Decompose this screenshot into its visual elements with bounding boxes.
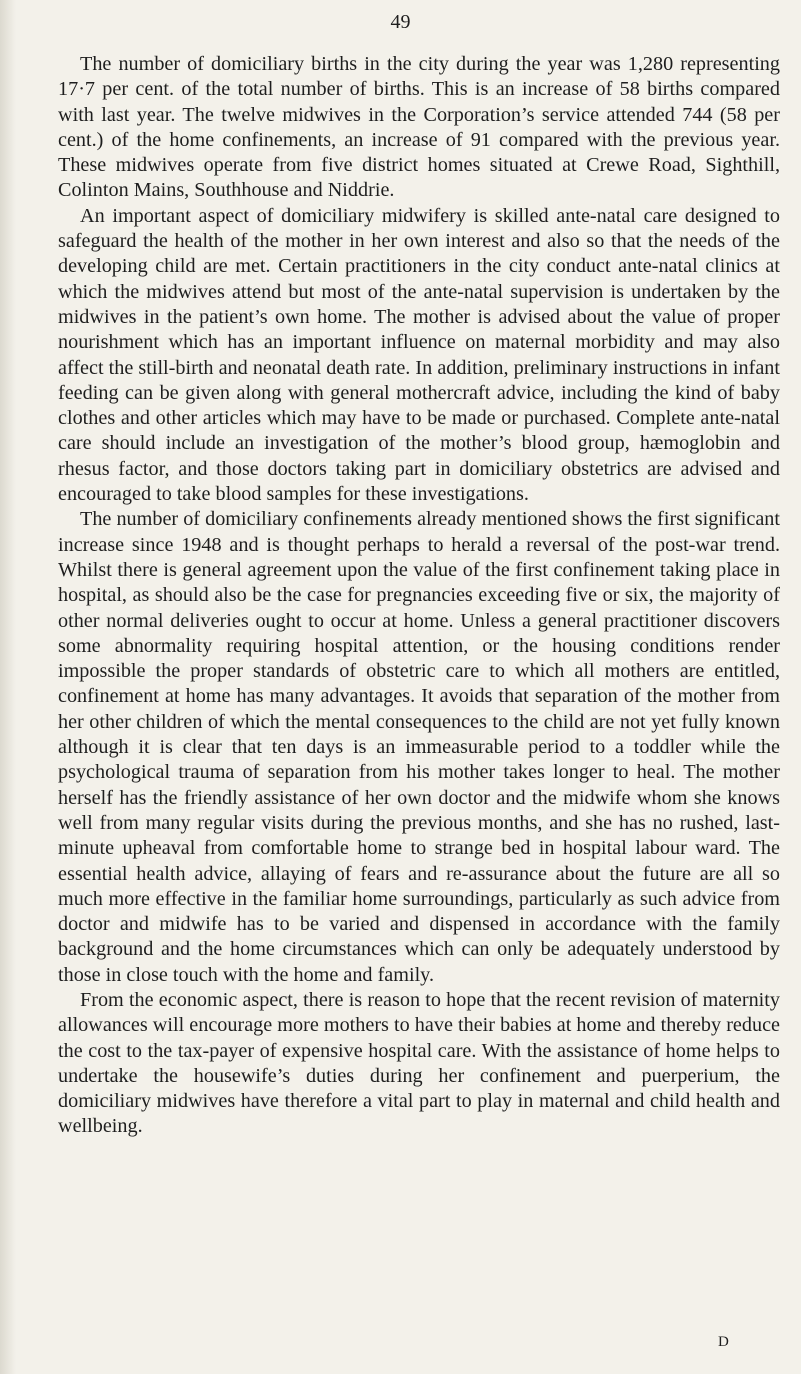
body-text — [58, 52, 780, 1140]
paragraph-domiciliary-births: The number of domiciliary births in the city during the year was 1,280 representing 17·7 per cent. of the total number of births. This is an increase of 58 births compared with last year. The twelve midwives in the Corporation’s service attended 744 (58 per cent.) of the home confinements, an increase of 91 compared with the previous year. These midwives operate from five district homes situated at Crewe Road, Sighthill, Colinton Mains, Southhouse and Niddrie. — [58, 53, 780, 202]
printer-signature-mark: D — [718, 1334, 730, 1350]
paragraph-economic-aspect: From the economic aspect, there is reason to hope that the recent revision of maternity allowances will encourage more mothers to have their babies at home and thereby reduce the cost to the tax-payer of expensive hospital care. With the assistance of home helps to undertake the housewife’s duties during her confinement and puerperium, the domiciliary midwives have therefore a vital part to play in maternal and child health and wellbeing. — [58, 988, 780, 1138]
paragraph-ante-natal-care: An important aspect of domiciliary midwifery is skilled ante-natal care designed to safeguard the health of the mother in her own interest and also so that the needs of the developing child are met. Certain practitioners in the city conduct ante-natal clinics at which the midwives attend but most of the ante-natal supervision is undertaken by the midwives in the patient’s own home. The mother is advised about the value of proper nourishment which has an important influence on maternal morbidity and may also affect the still-birth and neonatal death rate. In addition, preliminary instructions in infant feeding can be given along with general mothercraft advice, including the kind of baby clothes and other articles which may have to be made or purchased. Complete ante-natal care should include an investigation of the mother’s blood group, hæmoglobin and rhesus factor, and those doctors taking part in domiciliary obstetrics are advised and encouraged to take blood samples for these investigations. — [58, 204, 780, 506]
page-number: 49 — [390, 11, 411, 33]
paragraph-home-confinement: The number of domiciliary confinements already mentioned shows the first significant increase since 1948 and is thought perhaps to herald a reversal of the post-war trend. Whilst there is general agreement upon the value of the first confinement taking place in hospital, as should also be the case for pregnancies exceeding five or six, the majority of other normal deliveries ought to occur at home. Unless a general practitioner discovers some abnormality requiring hospital attention, or the housing conditions render impossible the proper standards of obstetric care to which all mothers are entitled, confinement at home has many advantages. It avoids that separation of the mother from her other children of which the mental consequences to the child are not yet fully known although it is clear that ten days is an immeasurable period to a toddler while the psychological trauma of separation from his mother takes longer to heal. The mother herself has the friendly assistance of her own doctor and the midwife whom she knows well from many regular visits during the previous months, and she has no rushed, last-minute upheaval from comfortable home to strange bed in hospital labour ward. The essential health advice, allaying of fears and re-assurance about the future are all so much more effective in the familiar home surroundings, particularly as such advice from doctor and midwife has to be varied and dispensed in accordance with the family background and the home circumstances which can only be adequately understood by those in close touch with the home and family. — [58, 508, 780, 986]
page-edge-shadow — [0, 0, 16, 1374]
